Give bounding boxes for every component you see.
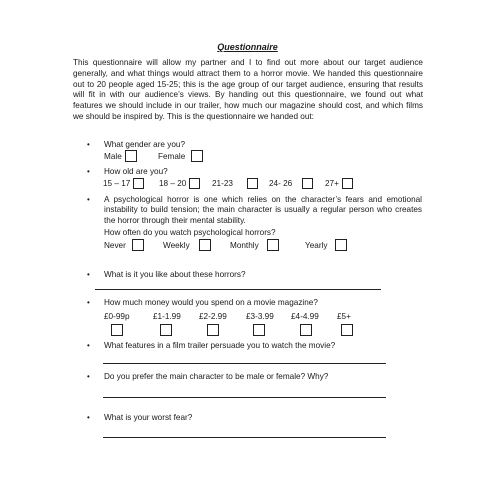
- option-label: 21-23: [212, 179, 233, 188]
- checkbox[interactable]: [335, 239, 347, 251]
- checkbox[interactable]: [111, 324, 123, 336]
- checkbox[interactable]: [199, 239, 211, 251]
- price-option-label: £2-2.99: [199, 312, 227, 321]
- psych-horror-definition: • A psychological horror is one which relies on the character’s fears and emotional instability to build tension; the main character is usually a regular person who creates the horror through their mental stability.: [104, 195, 422, 226]
- checkbox[interactable]: [125, 150, 137, 162]
- answer-line[interactable]: [103, 363, 386, 364]
- answer-line[interactable]: [95, 289, 381, 290]
- option-weekly[interactable]: [163, 239, 211, 251]
- option-age-24-26[interactable]: [269, 178, 313, 189]
- option-label: 24- 26: [269, 179, 293, 188]
- price-option-label: £0-99p: [104, 312, 130, 321]
- option-label: 15 – 17: [103, 179, 131, 188]
- option-never[interactable]: [104, 239, 144, 251]
- option-yearly[interactable]: [305, 239, 347, 251]
- question-likes: • What is it you like about these horrors?: [104, 270, 246, 279]
- checkbox[interactable]: [300, 324, 312, 336]
- checkbox[interactable]: [132, 239, 144, 251]
- option-label: Female: [158, 151, 186, 161]
- checkbox[interactable]: [341, 324, 353, 336]
- question-trailer-features: • What features in a film trailer persuade you to watch the movie?: [104, 341, 335, 350]
- price-option-label: £3-3.99: [246, 312, 274, 321]
- option-label: Never: [104, 240, 126, 250]
- price-option-label: £5+: [337, 312, 351, 321]
- option-female[interactable]: [158, 150, 203, 162]
- checkbox[interactable]: [191, 150, 203, 162]
- option-label: 27+: [325, 179, 339, 188]
- question-frequency: How often do you watch psychological horrors?: [104, 228, 276, 237]
- option-label: Yearly: [305, 240, 328, 250]
- page-title: Questionnaire: [217, 42, 278, 52]
- option-age-27plus[interactable]: [325, 178, 353, 189]
- checkbox[interactable]: [267, 239, 279, 251]
- option-label: Weekly: [163, 240, 190, 250]
- checkbox[interactable]: [207, 324, 219, 336]
- option-monthly[interactable]: [230, 239, 279, 251]
- price-option-label: £1-1.99: [153, 312, 181, 321]
- checkbox[interactable]: [302, 178, 313, 189]
- option-label: 18 – 20: [159, 179, 187, 188]
- option-label: Monthly: [230, 240, 259, 250]
- question-worst-fear: • What is your worst fear?: [104, 413, 192, 422]
- checkbox[interactable]: [133, 178, 144, 189]
- option-label: Male: [104, 151, 122, 161]
- option-male[interactable]: [104, 150, 137, 162]
- checkbox[interactable]: [342, 178, 353, 189]
- answer-line[interactable]: [103, 437, 386, 438]
- question-main-character: • Do you prefer the main character to be male or female? Why?: [104, 372, 328, 381]
- checkbox[interactable]: [160, 324, 172, 336]
- checkbox[interactable]: [189, 178, 200, 189]
- checkbox[interactable]: [253, 324, 265, 336]
- option-age-21-23[interactable]: [212, 178, 258, 189]
- question-gender: • What gender are you?: [104, 140, 185, 149]
- checkbox[interactable]: [247, 178, 258, 189]
- price-option-label: £4-4.99: [291, 312, 319, 321]
- question-magazine-price: • How much money would you spend on a movie magazine?: [104, 298, 318, 307]
- option-age-15-17[interactable]: [103, 178, 144, 189]
- answer-line[interactable]: [103, 397, 386, 398]
- option-age-18-20[interactable]: [159, 178, 200, 189]
- question-age: • How old are you?: [104, 167, 168, 176]
- intro-paragraph: This questionnaire will allow my partner and I to find out more about our target audience generally, and what things would attract them to a horror movie. We handed this questionnaire out to 20 people aged 15-25; this is the age group of our target audience, ensuring that results will fit in with our audience’s views. By handing out this questionnaire, we found out what features we should include in our trailer, how much our magazine should cost, and which films we should be inspired by. This is the questionnaire we handed out:: [73, 58, 423, 121]
